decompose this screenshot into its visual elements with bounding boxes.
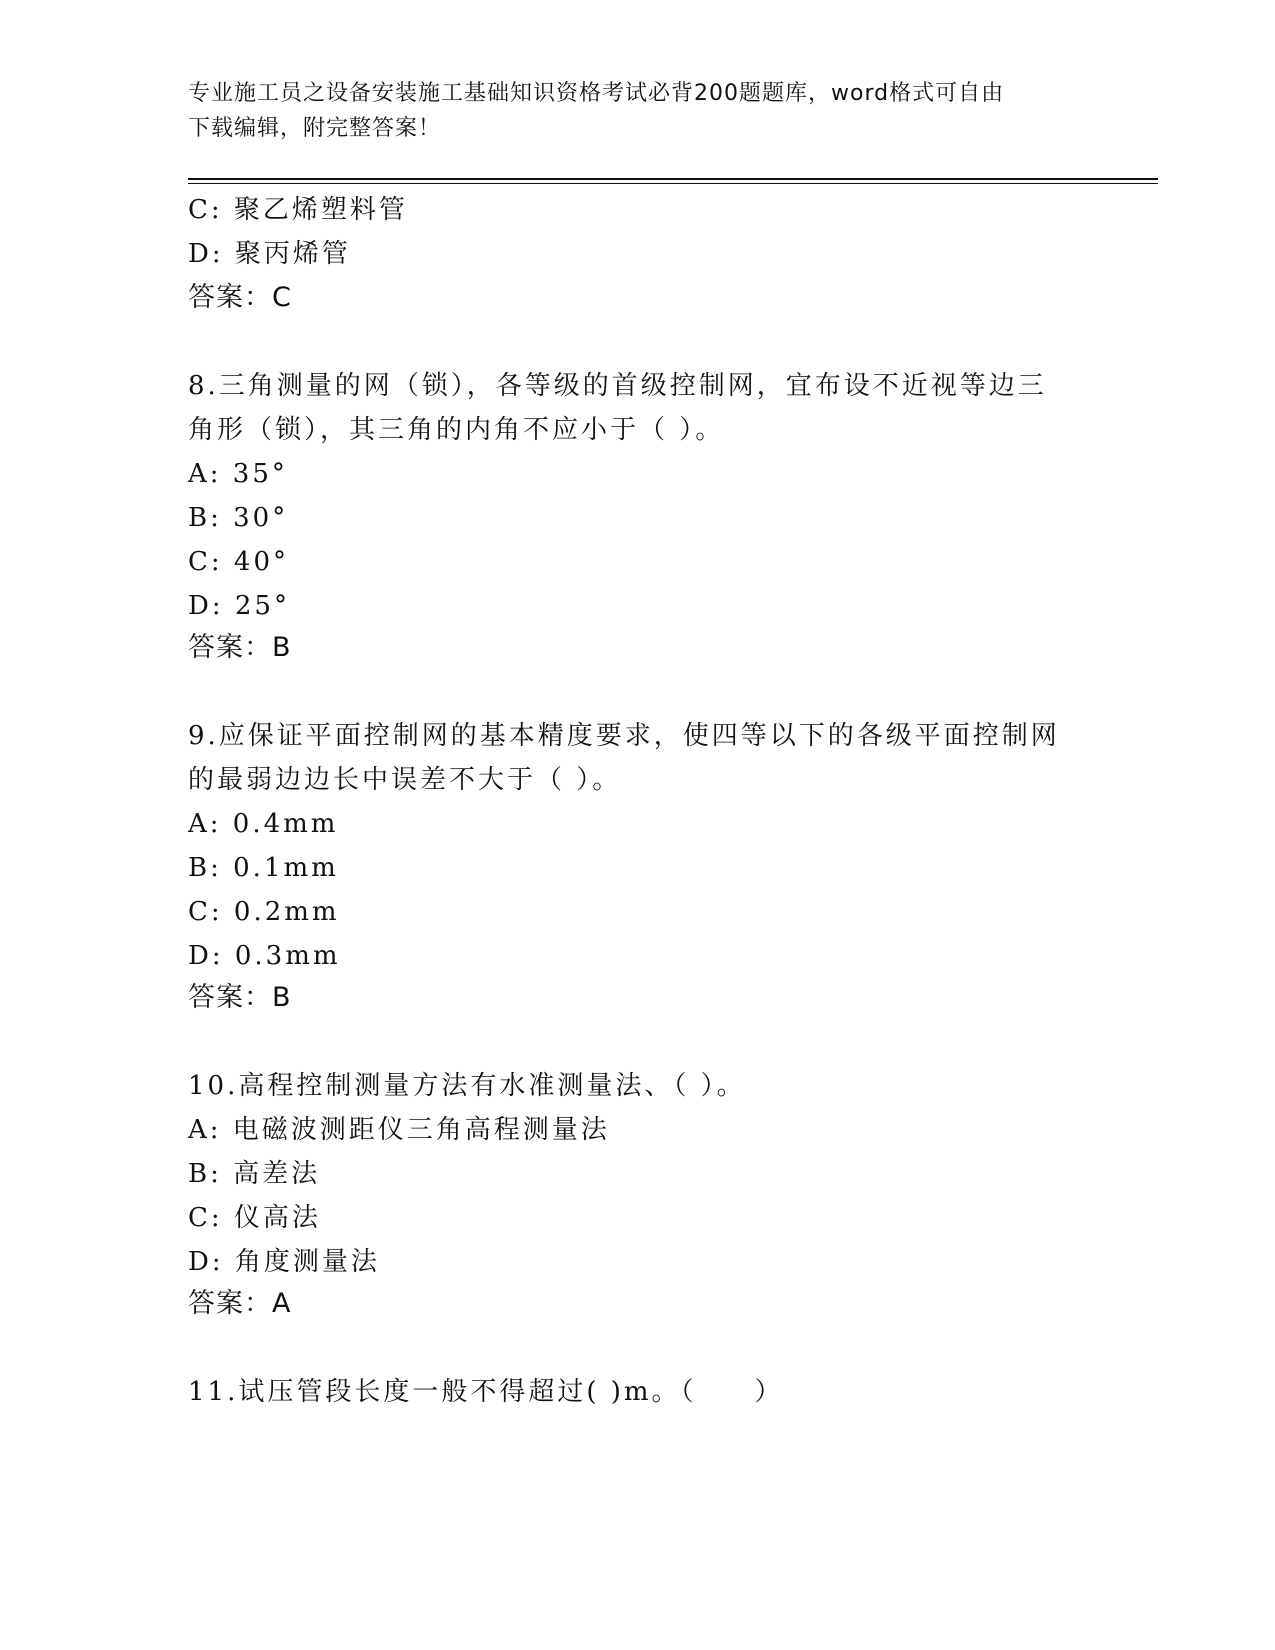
- q8-stem-line-1: 8.三角测量的网（锁），各等级的首级控制网，宜布设不近视等边三: [188, 371, 1047, 401]
- q10-option-a: A: 电磁波测距仪三角高程测量法: [188, 1115, 610, 1145]
- header-divider-thick: [188, 178, 1158, 180]
- document-header: [188, 76, 1068, 146]
- q9-option-a: A: 0.4mm: [188, 809, 339, 839]
- header-line-2: 下载编辑，附完整答案！: [188, 116, 442, 141]
- q8-answer: 答案：B: [188, 632, 292, 663]
- q9-option-b: B: 0.1mm: [188, 853, 339, 883]
- q8-option-b: B: 30°: [188, 503, 289, 533]
- q9-option-d: D: 0.3mm: [188, 941, 341, 971]
- q8-stem-line-2: 角形（锁），其三角的内角不应小于（ ）。: [188, 415, 725, 445]
- q7-option-c: C: 聚乙烯塑料管: [188, 195, 408, 225]
- q8-option-c: C: 40°: [188, 547, 290, 577]
- q9-stem-line-1: 9.应保证平面控制网的基本精度要求，使四等以下的各级平面控制网: [188, 721, 1060, 751]
- q10-option-d: D: 角度测量法: [188, 1247, 380, 1277]
- q7-option-d: D: 聚丙烯管: [188, 239, 351, 269]
- q10-option-b: B: 高差法: [188, 1159, 321, 1189]
- q9-stem-line-2: 的最弱边边长中误差不大于（ ）。: [188, 765, 622, 795]
- q10-answer: 答案：A: [188, 1288, 292, 1319]
- q9-answer: 答案：B: [188, 982, 292, 1013]
- q11-stem: 11.试压管段长度一般不得超过( )m。（ ）: [188, 1377, 784, 1407]
- header-line-1: 专业施工员之设备安装施工基础知识资格考试必背200题题库，word格式可自由: [188, 81, 1005, 106]
- q10-option-c: C: 仪高法: [188, 1203, 321, 1233]
- q9-option-c: C: 0.2mm: [188, 897, 340, 927]
- q8-option-d: D: 25°: [188, 591, 290, 621]
- q10-stem: 10.高程控制测量方法有水准测量法、（ ）。: [188, 1071, 746, 1101]
- header-divider-thin: [188, 183, 1158, 184]
- q8-option-a: A: 35°: [188, 459, 288, 489]
- q7-answer: 答案：C: [188, 282, 292, 313]
